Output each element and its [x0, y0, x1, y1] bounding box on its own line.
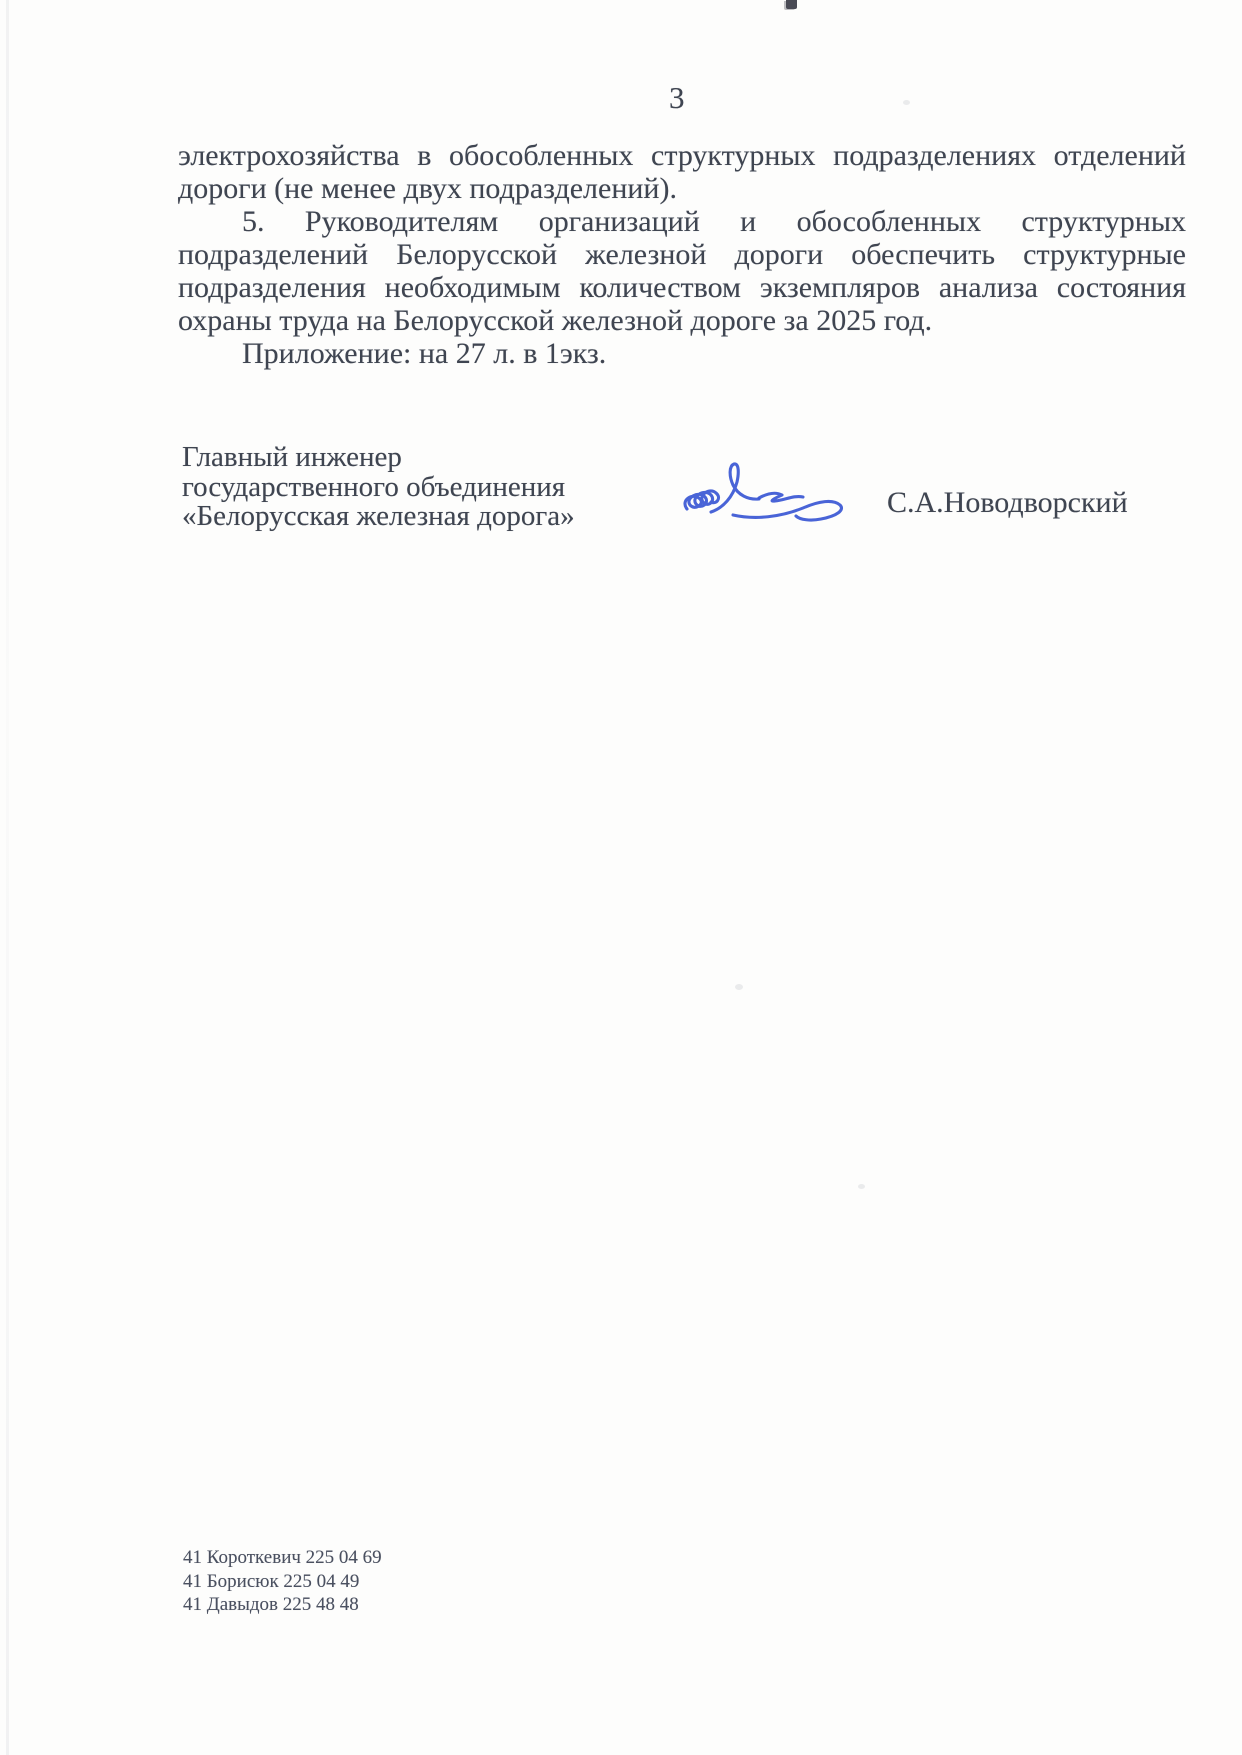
signer-name: С.А.Новодворский	[887, 486, 1128, 519]
scan-edge-artifact	[6, 0, 9, 1755]
handwritten-signature-icon	[675, 455, 863, 525]
body-line: подразделения необходимым количеством экземпляров анализа состояния	[178, 271, 1186, 304]
document-body	[178, 139, 1186, 370]
signer-title-line: государственного объединения	[182, 470, 566, 503]
signature-block	[182, 443, 1182, 532]
attachment-line: Приложение: на 27 л. в 1экз.	[242, 337, 607, 370]
signer-title-line: Главный инженер	[182, 441, 402, 473]
footer-contact: 41 Борисюк 225 04 49	[183, 1570, 360, 1592]
signer-title-line: «Белорусская железная дорога»	[182, 500, 575, 532]
body-line: подразделений Белорусской железной дороги обеспечить структурные	[178, 238, 1186, 271]
footer-contact: 41 Короткевич 225 04 69	[183, 1547, 382, 1568]
page-number: 3	[669, 80, 685, 115]
body-line: 5. Руководителям организаций и обособленных структурных	[242, 205, 1186, 238]
body-line: электрохозяйства в обособленных структурных подразделениях отделений	[178, 139, 1186, 172]
scan-speck	[903, 100, 910, 105]
scan-speck	[858, 1184, 865, 1189]
footer-contact: 41 Давыдов 225 48 48	[183, 1594, 359, 1615]
scan-speck	[735, 984, 743, 990]
footer-contacts	[183, 1546, 382, 1617]
scan-artifact-top	[786, 0, 797, 9]
body-line: охраны труда на Белорусской железной дороге за 2025 год.	[178, 304, 933, 337]
body-line: дороги (не менее двух подразделений).	[178, 172, 677, 205]
